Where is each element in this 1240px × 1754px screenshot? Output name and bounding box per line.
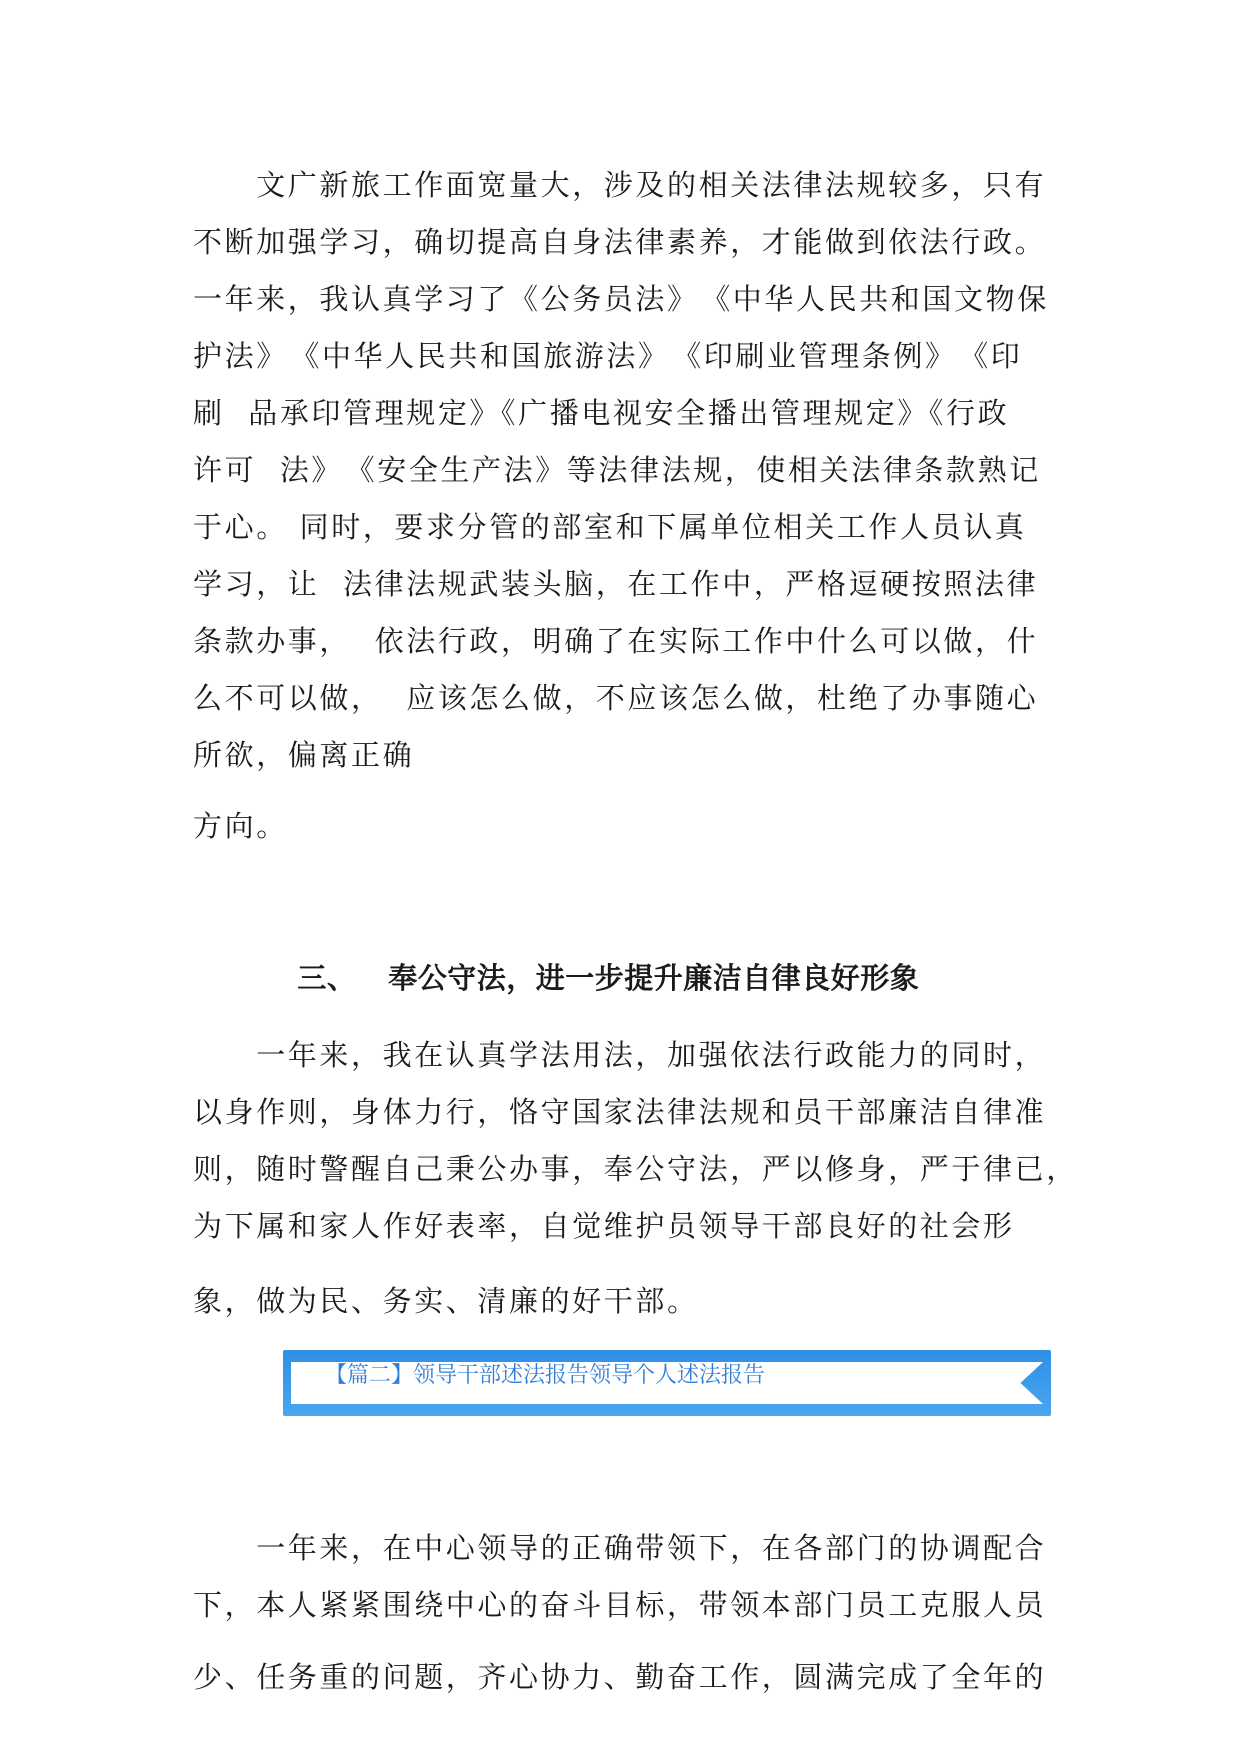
banner-heading	[283, 1334, 765, 1418]
banner-tag: 【篇二】	[324, 1363, 413, 1388]
text-line: 文广新旅工作面宽量大，涉及的相关法律法规较多，只有	[193, 168, 1047, 202]
section-title: 奉公守法，进一步提升廉洁自律良好形象	[388, 961, 920, 995]
text-line: 方向。	[193, 809, 288, 843]
text-line: 下，本人紧紧围绕中心的奋斗目标，带领本部门员工克服人员	[193, 1588, 1047, 1622]
text-line: 学习，让 法律法规武装头脑，在工作中，严格逗硬按照法律	[193, 567, 1039, 601]
text-line: 一年来，我在认真学法用法，加强依法行政能力的同时，	[193, 1038, 1047, 1072]
text-line: 则，随时警醒自己秉公办事，奉公守法，严以修身，严于律已，	[193, 1152, 1078, 1186]
text-line: 为下属和家人作好表率，自觉维护员领导干部良好的社会形	[193, 1209, 1015, 1243]
section-number: 三、	[297, 961, 357, 995]
text-line: 于心。 同时，要求分管的部室和下属单位相关工作人员认真	[193, 510, 1027, 544]
text-line: 么不可以做， 应该怎么做，不应该怎么做，杜绝了办事随心	[193, 681, 1039, 715]
text-line: 条款办事， 依法行政，明确了在实际工作中什么可以做，什	[193, 624, 1039, 658]
section-heading	[255, 918, 919, 1038]
text-line: 象，做为民、务实、清廉的好干部。	[193, 1284, 699, 1318]
text-line: 一年来，我认真学习了《公务员法》 《中华人民共和国文物保	[193, 282, 1049, 316]
chapter-banner	[283, 1350, 1051, 1416]
text-line: 少、任务重的问题，齐心协力、勤奋工作，圆满完成了全年的	[193, 1660, 1047, 1694]
text-line: 护法》 《中华人民共和国旅游法》 《印刷业管理条例》 《印	[193, 339, 1023, 373]
text-line: 刷 品承印管理规定》《广播电视安全播出管理规定》《行政	[193, 396, 1010, 430]
text-line: 不断加强学习，确切提高自身法律素养，才能做到依法行政。	[193, 225, 1047, 259]
text-line: 许可 法》 《安全生产法》等法律法规，使相关法律条款熟记	[193, 453, 1041, 487]
text-line: 以身作则，身体力行，恪守国家法律法规和员干部廉洁自律准	[193, 1095, 1047, 1129]
banner-title-text: 领导干部述法报告领导个人述法报告	[412, 1363, 765, 1388]
text-line: 所欲，偏离正确	[193, 738, 415, 772]
text-line: 一年来，在中心领导的正确带领下，在各部门的协调配合	[193, 1531, 1047, 1565]
